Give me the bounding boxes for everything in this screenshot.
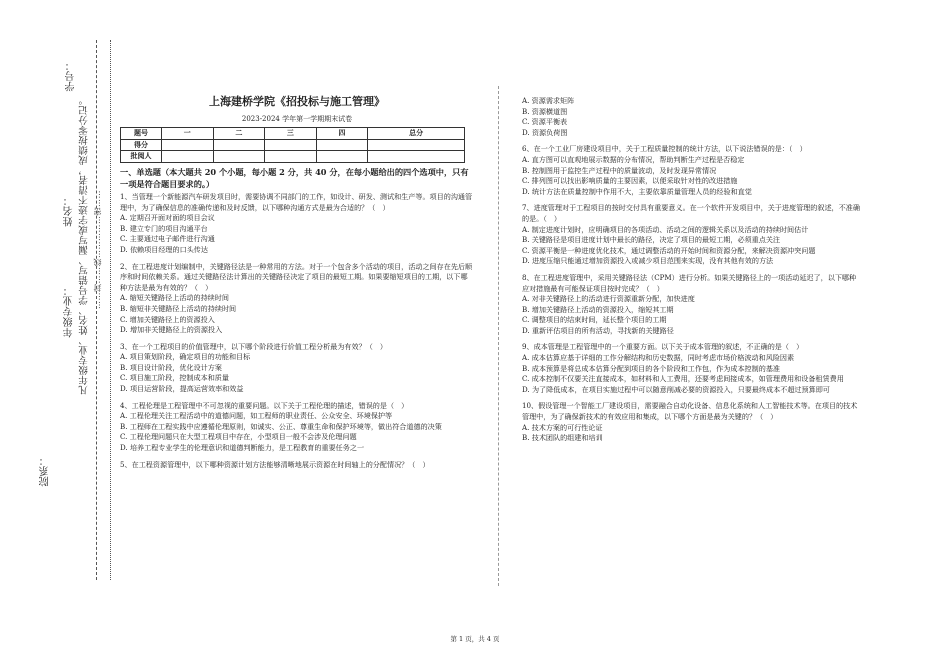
question-stem: 7、进度管理对于工程项目的按时交付具有重要意义。在一个软件开发项目中，关于进度管理的叙述，不准确的是。（ ） bbox=[522, 203, 860, 223]
option[interactable]: B. 技术团队的组建和培训 bbox=[522, 433, 603, 443]
name-label: 姓名： bbox=[64, 195, 75, 227]
score-row-label: 得分 bbox=[121, 139, 162, 151]
grade-major-label: 年级专业： bbox=[64, 285, 75, 338]
option[interactable]: B. 项目设计阶段，优化设计方案 bbox=[120, 362, 222, 372]
option[interactable]: D. 增加非关键路径上的资源投入 bbox=[120, 325, 223, 335]
score-col-header: 一 bbox=[162, 128, 214, 140]
option[interactable]: A. 缩短关键路径上活动的持续时间 bbox=[120, 293, 229, 303]
option[interactable]: D. 培养工程专业学生的伦理意识和道德判断能力，是工程教育的重要任务之一 bbox=[120, 443, 365, 453]
option[interactable]: C. 排列图可以找出影响质量的主要因素，以便采取针对性的改进措施 bbox=[522, 176, 738, 186]
question-stem: 4、工程伦理是工程管理中不可忽视的重要问题。以下关于工程伦理的描述，错误的是（ ） bbox=[120, 400, 409, 410]
question-stem: 1、当管理一个新能源汽车研发项目时，需要协调不同部门的工作，如设计、研发、测试和生产等。项目的沟通管理中，为了确保信息的准确传递和及时反馈，以下哪种沟通方式是最为合适的？（ ） bbox=[120, 191, 473, 212]
score-cell[interactable] bbox=[213, 139, 265, 151]
option[interactable]: C. 成本控制不仅要关注直接成本，如材料和人工费用，还要考虑间接成本，如管理费用和设备租赁费用 bbox=[522, 374, 844, 384]
option[interactable]: C. 资源平衡表 bbox=[522, 117, 568, 127]
warning-line: 凡年级专业、姓名、学号错写、漏写或字迹不清者，成绩按零分记。 bbox=[79, 95, 90, 395]
question-5-options bbox=[522, 96, 860, 138]
option[interactable]: B. 控制图用于监控生产过程中的质量波动，及时发现异常情况 bbox=[522, 165, 717, 175]
score-cell[interactable] bbox=[162, 139, 214, 151]
option[interactable]: A. 直方图可以直观地展示数据的分布情况，帮助判断生产过程是否稳定 bbox=[522, 154, 745, 164]
option[interactable]: A. 成本估算应基于详细的工作分解结构和历史数据，同时考虑市场价格波动和风险因素 bbox=[522, 353, 795, 363]
score-cell[interactable] bbox=[368, 139, 465, 151]
option[interactable]: A. 定期召开面对面的项目会议 bbox=[120, 213, 215, 223]
question-1 bbox=[120, 192, 474, 256]
question-6 bbox=[522, 144, 860, 197]
binding-margin bbox=[0, 0, 120, 672]
option[interactable]: D. 为了降低成本，在项目实施过程中可以随意削减必要的资源投入，只要最终成本不超过预算即可 bbox=[522, 384, 830, 394]
option[interactable]: A. 对非关键路径上的活动进行资源重新分配，加快进度 bbox=[522, 294, 695, 304]
seal-dashed-line-outer bbox=[96, 40, 97, 580]
option[interactable]: A. 工程伦理关注工程活动中的道德问题，如工程师的职业责任、公众安全、环境保护等 bbox=[120, 411, 393, 421]
score-cell[interactable] bbox=[316, 139, 368, 151]
question-stem: 3、在一个工程项目的价值管理中，以下哪个阶段进行价值工程分析最为有效？（ ） bbox=[120, 341, 387, 351]
question-stem: 10、假设管理一个智能工厂建设项目，需要融合自动化设备、信息化系统和人工智能技术等。在项目的技术管理中，为了确保新技术的有效应用和集成，以下哪个方面是最为关键的？（ ） bbox=[522, 401, 858, 422]
option[interactable]: C. 工程伦理问题只在大型工程项目中存在，小型项目一般不会涉及伦理问题 bbox=[120, 432, 357, 442]
option[interactable]: A. 资源需求矩阵 bbox=[522, 96, 575, 105]
question-9 bbox=[522, 342, 860, 395]
score-cell[interactable] bbox=[368, 151, 465, 163]
option[interactable]: D. 项目运营阶段，提高运营效率和效益 bbox=[120, 384, 244, 394]
option[interactable]: C. 项目施工阶段，控制成本和质量 bbox=[120, 373, 229, 383]
option[interactable]: B. 资源横道图 bbox=[522, 106, 568, 116]
score-cell[interactable] bbox=[265, 139, 317, 151]
question-3 bbox=[120, 342, 474, 395]
score-table-row bbox=[121, 139, 465, 151]
option[interactable]: C. 主要通过电子邮件进行沟通 bbox=[120, 234, 215, 244]
option[interactable]: B. 增加关键路径上活动的资源投入，缩短其工期 bbox=[522, 304, 674, 314]
score-col-header: 四 bbox=[316, 128, 368, 140]
option[interactable]: C. 增加关键路径上的资源投入 bbox=[120, 314, 215, 324]
option[interactable]: C. 调整项目的结束时间，延长整个项目的工期 bbox=[522, 315, 667, 325]
score-cell[interactable] bbox=[316, 151, 368, 163]
seal-dashed-line-inner bbox=[110, 40, 111, 580]
option[interactable]: A. 制定进度计划时，应明确项目的各项活动、活动之间的逻辑关系以及活动的持续时间估计 bbox=[522, 224, 809, 234]
score-row-label: 批阅人 bbox=[121, 151, 162, 163]
score-table-header-row bbox=[121, 128, 465, 140]
score-table bbox=[120, 127, 465, 163]
question-10 bbox=[522, 401, 860, 443]
score-col-header: 三 bbox=[265, 128, 317, 140]
score-col-header: 题号 bbox=[121, 128, 162, 140]
question-7 bbox=[522, 203, 860, 267]
option[interactable]: B. 关键路径是项目进度计划中最长的路径，决定了项目的最短工期，必须重点关注 bbox=[522, 235, 781, 245]
option[interactable]: D. 资源负荷图 bbox=[522, 127, 568, 137]
inner-seal-line: ……封……线……………密…… bbox=[93, 190, 102, 309]
student-id-label: 学号： bbox=[66, 60, 77, 92]
question-stem: 5、在工程资源管理中，以下哪种资源计划方法能够清晰地展示资源在时间轴上的分配情况？（ ） bbox=[120, 459, 430, 469]
question-2 bbox=[120, 262, 474, 336]
score-table-row bbox=[121, 151, 465, 163]
question-stem: 6、在一个工业厂房建设项目中，关于工程质量控制的统计方法，以下说法错误的是：（ ） bbox=[522, 144, 807, 154]
question-stem: 2、在工程进度计划编制中，关键路径法是一种常用的方法。对于一个包含多个活动的项目，活动之间存在先后顺序和时间依赖关系。通过关键路径法计算出的关键路径决定了项目的最短工期。如果要缩短项目的工期，以下哪种方法是最为有效的？（ ） bbox=[120, 261, 473, 292]
score-cell[interactable] bbox=[162, 151, 214, 163]
department-label: 院系： bbox=[40, 455, 51, 487]
right-column bbox=[522, 96, 860, 450]
score-cell[interactable] bbox=[213, 151, 265, 163]
exam-title: 上海建桥学院《招投标与施工管理》 bbox=[209, 95, 385, 108]
option[interactable]: C. 资源平衡是一种进度优化技术，通过调整活动的开始时间和资源分配，来解决资源冲突问题 bbox=[522, 245, 816, 255]
question-stem: 9、成本管理是工程管理中的一个重要方面。以下关于成本管理的叙述，不正确的是（ ） bbox=[522, 342, 804, 352]
option[interactable]: A. 项目策划阶段，确定项目的功能和目标 bbox=[120, 352, 251, 362]
score-col-header: 总分 bbox=[368, 128, 465, 140]
question-stem: 8、在工程进度管理中，采用关键路径法（CPM）进行分析。如果关键路径上的一项活动延迟了，以下哪种应对措施最有可能保证项目按时完成？（ ） bbox=[522, 272, 857, 293]
question-4 bbox=[120, 401, 474, 454]
column-divider bbox=[498, 86, 499, 586]
option[interactable]: D. 统计方法在质量控制中作用不大，主要依靠质量管理人员的经验和直觉 bbox=[522, 186, 752, 196]
option[interactable]: D. 重新评估项目的所有活动，寻找新的关键路径 bbox=[522, 325, 674, 335]
question-8 bbox=[522, 273, 860, 337]
score-col-header: 二 bbox=[213, 128, 265, 140]
left-column bbox=[120, 97, 474, 476]
option[interactable]: D. 依赖项目经理的口头传达 bbox=[120, 244, 208, 254]
option[interactable]: B. 成本预算是将总成本估算分配到项目的各个阶段和工作包，作为成本控制的基准 bbox=[522, 363, 781, 373]
option[interactable]: D. 进度压缩只能通过增加资源投入或减少项目范围来实现，没有其他有效的方法 bbox=[522, 256, 774, 266]
score-cell[interactable] bbox=[265, 151, 317, 163]
exam-term: 2023-2024 学年第一学期期末试卷 bbox=[241, 114, 353, 123]
section-heading: 一、单选题（本大题共 20 个小题，每小题 2 分，共 40 分，在每小题给出的四个选项中，只有一项是符合题目要求的。） bbox=[120, 166, 469, 189]
question-5 bbox=[120, 460, 474, 471]
page-number: 第 1 页，共 4 页 bbox=[450, 635, 500, 643]
option[interactable]: A. 技术方案的可行性论证 bbox=[522, 422, 603, 432]
option[interactable]: B. 缩短非关键路径上活动的持续时间 bbox=[120, 303, 237, 313]
option[interactable]: B. 建立专门的项目沟通平台 bbox=[120, 223, 208, 233]
option[interactable]: B. 工程师在工程实践中应遵循伦理原则，如诚实、公正、尊重生命和保护环境等，做出符合道德的决策 bbox=[120, 421, 442, 431]
